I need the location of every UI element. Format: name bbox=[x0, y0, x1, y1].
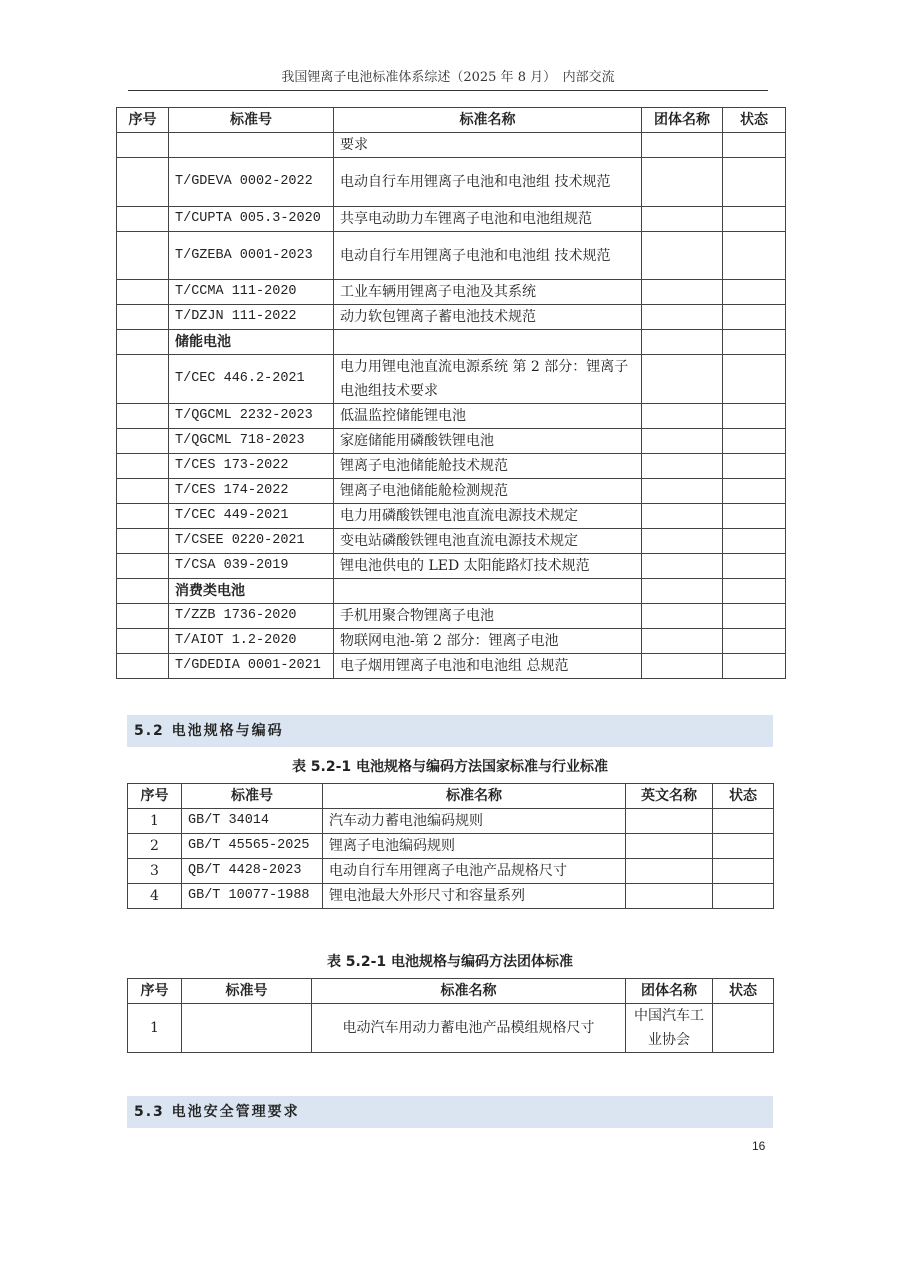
cell-no: 2 bbox=[128, 834, 182, 859]
table-row bbox=[128, 834, 774, 859]
cell-code: T/CES 174-2022 bbox=[169, 479, 334, 504]
category-label: 消费类电池 bbox=[169, 579, 334, 604]
cell-code: GB/T 10077-1988 bbox=[182, 884, 323, 909]
cell-name: 电力用磷酸铁锂电池直流电源技术规定 bbox=[334, 504, 642, 529]
cell-name: 物联网电池-第 2 部分：锂离子电池 bbox=[334, 629, 642, 654]
cell-org bbox=[642, 529, 723, 554]
cell-status bbox=[713, 834, 774, 859]
cell-status bbox=[723, 330, 786, 355]
cell-org bbox=[642, 454, 723, 479]
cell-code: T/GDEVA 0002-2022 bbox=[169, 158, 334, 207]
section-heading-5-3: 5.3 电池安全管理要求 bbox=[127, 1096, 773, 1128]
cell-status bbox=[713, 884, 774, 909]
cell-org bbox=[642, 479, 723, 504]
cell-code: T/CUPTA 005.3-2020 bbox=[169, 207, 334, 232]
cell-name: 锂电池供电的 LED 太阳能路灯技术规范 bbox=[334, 554, 642, 579]
national-standards-table bbox=[127, 783, 774, 909]
column-header: 标准号 bbox=[182, 979, 312, 1004]
column-header: 团体名称 bbox=[642, 108, 723, 133]
cell-status bbox=[723, 504, 786, 529]
table-header-row bbox=[117, 108, 786, 133]
table-row bbox=[117, 579, 786, 604]
cell-no: 1 bbox=[128, 1004, 182, 1053]
cell-org bbox=[642, 629, 723, 654]
cell-no bbox=[117, 454, 169, 479]
cell-no: 3 bbox=[128, 859, 182, 884]
table-row bbox=[117, 479, 786, 504]
column-header: 序号 bbox=[128, 979, 182, 1004]
cell-org bbox=[642, 654, 723, 679]
cell-status bbox=[723, 479, 786, 504]
cell-name: 锂离子电池储能舱检测规范 bbox=[334, 479, 642, 504]
column-header: 标准名称 bbox=[334, 108, 642, 133]
column-header: 标准号 bbox=[182, 784, 323, 809]
cell-name: 电子烟用锂离子电池和电池组 总规范 bbox=[334, 654, 642, 679]
cell-org bbox=[642, 504, 723, 529]
table-row bbox=[117, 504, 786, 529]
table-row bbox=[117, 604, 786, 629]
cell-status bbox=[723, 529, 786, 554]
cell-name: 电力用锂电池直流电源系统 第 2 部分：锂离子电池组技术要求 bbox=[334, 355, 642, 404]
cell-org bbox=[626, 884, 713, 909]
cell-status bbox=[723, 158, 786, 207]
cell-name: 动力软包锂离子蓄电池技术规范 bbox=[334, 305, 642, 330]
cell-status bbox=[713, 859, 774, 884]
cell-no bbox=[117, 579, 169, 604]
cell-code: T/AIOT 1.2-2020 bbox=[169, 629, 334, 654]
table-row bbox=[117, 554, 786, 579]
cell-code: T/QGCML 2232-2023 bbox=[169, 404, 334, 429]
cell-name: 电动自行车用锂离子电池和电池组 技术规范 bbox=[334, 158, 642, 207]
cell-name: 锂电池最大外形尺寸和容量系列 bbox=[323, 884, 626, 909]
cell-no bbox=[117, 207, 169, 232]
cell-status bbox=[723, 305, 786, 330]
cell-org bbox=[642, 604, 723, 629]
cell-name bbox=[334, 579, 642, 604]
cell-org bbox=[626, 859, 713, 884]
cell-code bbox=[182, 1004, 312, 1053]
cell-name: 要求 bbox=[334, 133, 642, 158]
cell-org bbox=[642, 330, 723, 355]
cell-org bbox=[642, 158, 723, 207]
category-label: 储能电池 bbox=[169, 330, 334, 355]
table-header-row bbox=[128, 784, 774, 809]
cell-org bbox=[642, 305, 723, 330]
cell-no bbox=[117, 355, 169, 404]
table-row bbox=[128, 1004, 774, 1053]
cell-name: 电动自行车用锂离子电池和电池组 技术规范 bbox=[334, 232, 642, 280]
table-row bbox=[117, 232, 786, 280]
cell-name: 手机用聚合物锂离子电池 bbox=[334, 604, 642, 629]
cell-status bbox=[723, 604, 786, 629]
cell-name: 低温监控储能锂电池 bbox=[334, 404, 642, 429]
cell-name: 电动自行车用锂离子电池产品规格尺寸 bbox=[323, 859, 626, 884]
table-row bbox=[117, 429, 786, 454]
cell-no bbox=[117, 554, 169, 579]
table-caption-group: 表 5.2-1 电池规格与编码方法团体标准 bbox=[326, 954, 574, 970]
cell-org bbox=[642, 280, 723, 305]
cell-org bbox=[642, 355, 723, 404]
cell-no: 1 bbox=[128, 809, 182, 834]
cell-status bbox=[723, 232, 786, 280]
cell-status bbox=[723, 554, 786, 579]
column-header: 状态 bbox=[713, 979, 774, 1004]
cell-no bbox=[117, 429, 169, 454]
cell-no bbox=[117, 654, 169, 679]
table-row bbox=[128, 859, 774, 884]
table-row bbox=[128, 884, 774, 909]
cell-code: GB/T 45565-2025 bbox=[182, 834, 323, 859]
section-heading-5-2: 5.2 电池规格与编码 bbox=[127, 715, 773, 747]
cell-status bbox=[723, 280, 786, 305]
standards-table-group bbox=[116, 107, 786, 679]
cell-code: T/GDEDIA 0001-2021 bbox=[169, 654, 334, 679]
cell-no bbox=[117, 133, 169, 158]
cell-org bbox=[642, 554, 723, 579]
column-header: 标准名称 bbox=[323, 784, 626, 809]
cell-org bbox=[642, 232, 723, 280]
cell-org: 中国汽车工业协会 bbox=[626, 1004, 713, 1053]
column-header: 序号 bbox=[128, 784, 182, 809]
cell-status bbox=[723, 404, 786, 429]
column-header: 标准号 bbox=[169, 108, 334, 133]
cell-org bbox=[642, 404, 723, 429]
cell-no bbox=[117, 629, 169, 654]
cell-no bbox=[117, 529, 169, 554]
table-row bbox=[117, 133, 786, 158]
cell-code: T/QGCML 718-2023 bbox=[169, 429, 334, 454]
cell-name: 家庭储能用磷酸铁锂电池 bbox=[334, 429, 642, 454]
table-row bbox=[117, 654, 786, 679]
table-row bbox=[128, 809, 774, 834]
cell-status bbox=[713, 809, 774, 834]
cell-name bbox=[334, 330, 642, 355]
table-row bbox=[117, 404, 786, 429]
cell-no bbox=[117, 158, 169, 207]
cell-name: 锂离子电池编码规则 bbox=[323, 834, 626, 859]
running-header: 我国锂离子电池标准体系综述（2025 年 8 月） 内部交流 bbox=[281, 70, 615, 85]
table-row bbox=[117, 280, 786, 305]
table-row bbox=[117, 355, 786, 404]
cell-status bbox=[723, 355, 786, 404]
cell-status bbox=[723, 133, 786, 158]
group-standards-table bbox=[127, 978, 774, 1053]
cell-org bbox=[642, 207, 723, 232]
cell-org bbox=[642, 429, 723, 454]
table-row bbox=[117, 454, 786, 479]
cell-status bbox=[713, 1004, 774, 1053]
cell-name: 工业车辆用锂离子电池及其系统 bbox=[334, 280, 642, 305]
cell-status bbox=[723, 579, 786, 604]
cell-code bbox=[169, 133, 334, 158]
cell-name: 锂离子电池储能舱技术规范 bbox=[334, 454, 642, 479]
cell-code: T/CSEE 0220-2021 bbox=[169, 529, 334, 554]
cell-no bbox=[117, 479, 169, 504]
column-header: 状态 bbox=[723, 108, 786, 133]
cell-code: T/ZZB 1736-2020 bbox=[169, 604, 334, 629]
cell-org bbox=[626, 809, 713, 834]
cell-no bbox=[117, 305, 169, 330]
cell-code: QB/T 4428-2023 bbox=[182, 859, 323, 884]
table-row bbox=[117, 158, 786, 207]
page-number: 16 bbox=[752, 1139, 766, 1153]
table-row bbox=[117, 207, 786, 232]
cell-no bbox=[117, 504, 169, 529]
cell-no bbox=[117, 330, 169, 355]
cell-org bbox=[642, 579, 723, 604]
cell-status bbox=[723, 629, 786, 654]
cell-code: GB/T 34014 bbox=[182, 809, 323, 834]
cell-name: 共享电动助力车锂离子电池和电池组规范 bbox=[334, 207, 642, 232]
column-header: 标准名称 bbox=[312, 979, 626, 1004]
cell-name: 汽车动力蓄电池编码规则 bbox=[323, 809, 626, 834]
table-row bbox=[117, 305, 786, 330]
table-row bbox=[117, 330, 786, 355]
cell-org bbox=[626, 834, 713, 859]
cell-status bbox=[723, 654, 786, 679]
column-header: 状态 bbox=[713, 784, 774, 809]
cell-code: T/CEC 446.2-2021 bbox=[169, 355, 334, 404]
cell-no bbox=[117, 604, 169, 629]
cell-name: 变电站磷酸铁锂电池直流电源技术规定 bbox=[334, 529, 642, 554]
cell-no bbox=[117, 404, 169, 429]
cell-no bbox=[117, 232, 169, 280]
cell-name: 电动汽车用动力蓄电池产品模组规格尺寸 bbox=[312, 1004, 626, 1053]
cell-code: T/CES 173-2022 bbox=[169, 454, 334, 479]
cell-code: T/DZJN 111-2022 bbox=[169, 305, 334, 330]
table-caption-national: 表 5.2-1 电池规格与编码方法国家标准与行业标准 bbox=[291, 759, 609, 775]
cell-code: T/CSA 039-2019 bbox=[169, 554, 334, 579]
column-header: 团体名称 bbox=[626, 979, 713, 1004]
cell-code: T/GZEBA 0001-2023 bbox=[169, 232, 334, 280]
cell-status bbox=[723, 454, 786, 479]
cell-status bbox=[723, 207, 786, 232]
cell-code: T/CEC 449-2021 bbox=[169, 504, 334, 529]
header-divider bbox=[128, 90, 768, 91]
table-row bbox=[117, 529, 786, 554]
cell-status bbox=[723, 429, 786, 454]
table-header-row bbox=[128, 979, 774, 1004]
column-header: 序号 bbox=[117, 108, 169, 133]
column-header: 英文名称 bbox=[626, 784, 713, 809]
cell-no bbox=[117, 280, 169, 305]
table-row bbox=[117, 629, 786, 654]
cell-no: 4 bbox=[128, 884, 182, 909]
cell-code: T/CCMA 111-2020 bbox=[169, 280, 334, 305]
cell-org bbox=[642, 133, 723, 158]
